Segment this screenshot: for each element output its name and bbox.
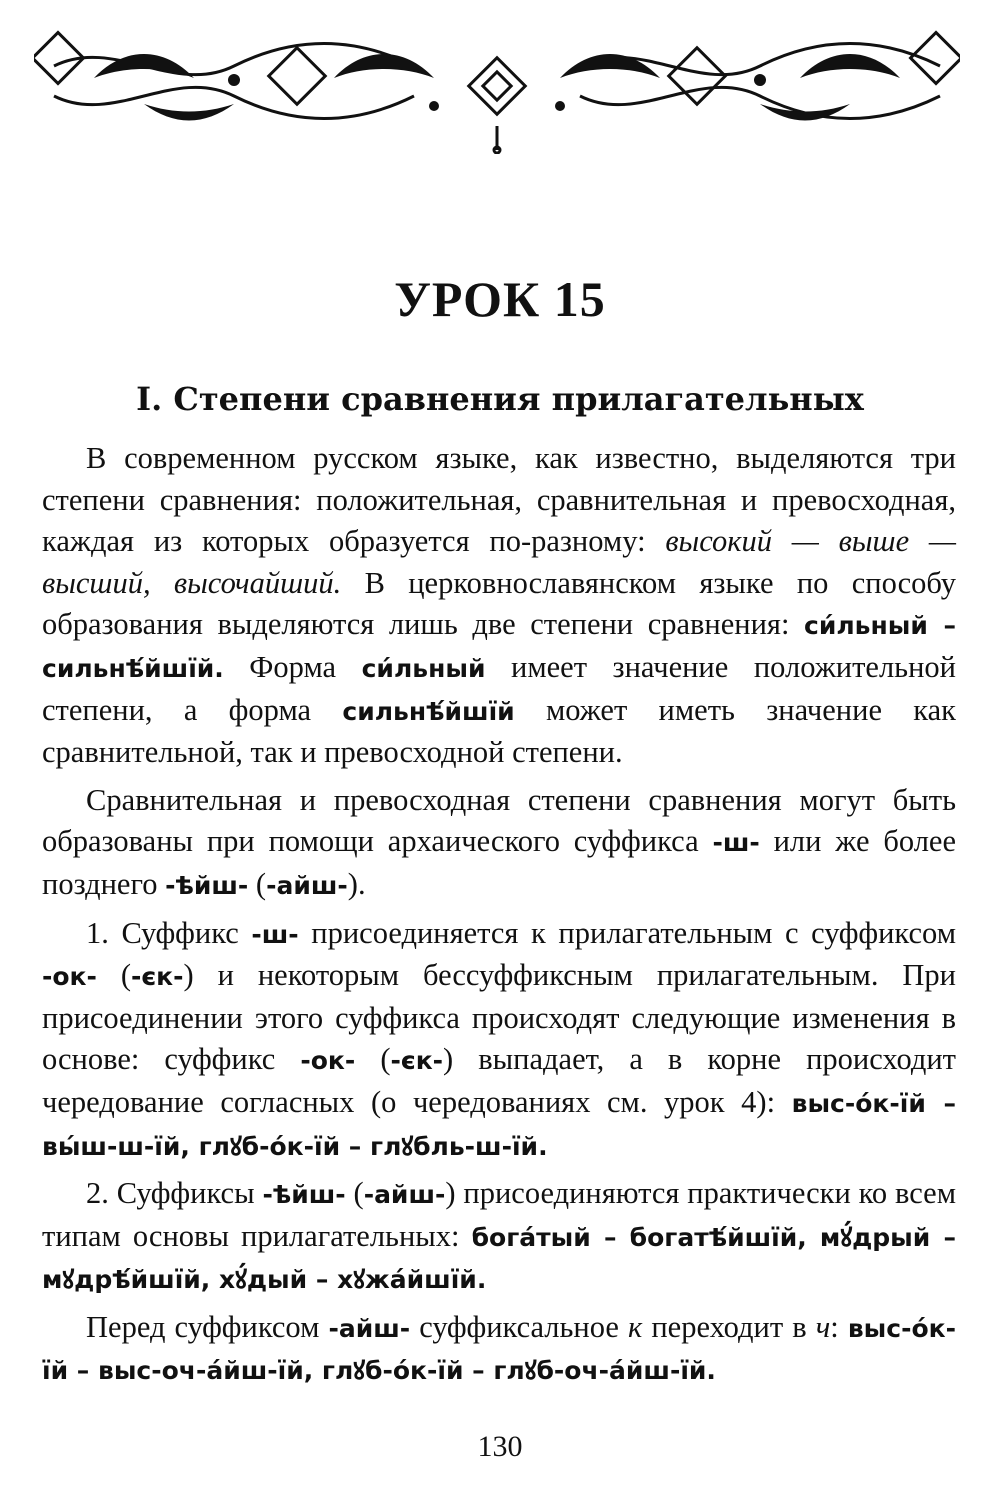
church-slavonic-example: -ѣйш- — [165, 870, 249, 900]
church-slavonic-example: -ш- — [251, 919, 299, 949]
paragraph-4 — [42, 1173, 956, 1301]
lesson-title: УРОК 15 — [394, 271, 606, 327]
text-span: или же более позднего — [42, 824, 957, 901]
church-slavonic-example: -єк- — [390, 1046, 444, 1076]
church-slavonic-example: си́льный – сильнѣ́йшїй. — [42, 611, 956, 683]
church-slavonic-example: сильнѣ́йшїй — [342, 696, 515, 726]
paragraph-3 — [42, 913, 956, 1168]
paragraph-2 — [42, 780, 956, 907]
church-slavonic-example: -ок- — [300, 1046, 356, 1076]
text-span: ). — [347, 866, 366, 901]
text-span: может иметь значение как сравнительной, так и превосходной степени. — [42, 692, 956, 770]
church-slavonic-example: -ѣйш- — [262, 1180, 346, 1210]
church-slavonic-example: выс-о́к-їй – вы́ш-ш-їй, глꙋб-о́к-їй – глꙋбль-ш-їй. — [42, 1088, 956, 1161]
text-span: ( — [96, 958, 131, 993]
text-span: имеет значение положительной степени, а форма — [42, 649, 956, 727]
church-slavonic-example: -айш- — [266, 870, 348, 900]
church-slavonic-example: бога́тый – богатѣ́йшїй, мꙋ́дрый – мꙋдрѣ́йшїй, хꙋ́дый – хꙋжа́йшїй. — [42, 1222, 956, 1295]
text-span: 1. Суффикс — [86, 915, 252, 950]
text-span: ( — [355, 1042, 391, 1077]
church-slavonic-example: -ш- — [712, 828, 760, 858]
body-text — [42, 438, 956, 1398]
italic-example: высокий — выше — высший, высочайший. — [42, 524, 956, 600]
church-slavonic-example: выс-о́к-їй – выс-оч-а́йш-їй, глꙋб-о́к-їй – глꙋб-оч-а́йш-їй. — [42, 1313, 956, 1386]
church-slavonic-example: си́льный — [361, 653, 486, 683]
text-span: присоединяется к прилагательным с суффиксом — [298, 915, 956, 950]
section-title: I. Степени сравнения прилагательных — [136, 380, 864, 418]
text-span: Форма — [223, 649, 362, 684]
text-span: Сравнительная и превосходная степени сравнения могут быть образованы при помощи архаического суффикса — [42, 782, 956, 859]
text-span: ( — [248, 866, 267, 901]
text-span: : — [830, 1309, 848, 1344]
italic-letter: ч — [815, 1309, 831, 1344]
text-span: суффиксальное — [410, 1309, 628, 1344]
paragraph-1 — [42, 438, 956, 774]
church-slavonic-example: -ок- — [42, 962, 97, 992]
text-span: 2. Суффиксы — [86, 1176, 263, 1211]
italic-letter: к — [627, 1309, 643, 1344]
text-span: ) выпадает, а в корне происходит чередование согласных (о чередованиях см. урок 4): — [42, 1042, 956, 1119]
text-span: В церковнославянском языке по способу образования выделяются лишь две степени сравнения: — [42, 565, 956, 642]
text-span: В современном русском языке, как известно, выделяются три степени сравнения: положительная, сравнительная и превосходная, каждая из которых образуется по-разному: — [42, 441, 956, 559]
text-span: ) присоединяются практически ко всем типам основы прилагательных: — [42, 1176, 956, 1253]
church-slavonic-example: -єк- — [130, 962, 184, 992]
text-span: ) и некоторым бессуффиксным прилагательным. При присоединении этого суффикса происходят следующие изменения в основе: суффикс — [42, 958, 956, 1077]
church-slavonic-example: -айш- — [363, 1180, 446, 1210]
decorative-header-ornament — [34, 26, 960, 154]
church-slavonic-example: -айш- — [328, 1313, 411, 1343]
text-span: переходит в — [642, 1309, 816, 1344]
text-span: Перед суффиксом — [86, 1309, 329, 1344]
text-span: ( — [345, 1176, 364, 1211]
paragraph-5 — [42, 1307, 956, 1392]
page-number: 130 — [477, 1430, 523, 1463]
